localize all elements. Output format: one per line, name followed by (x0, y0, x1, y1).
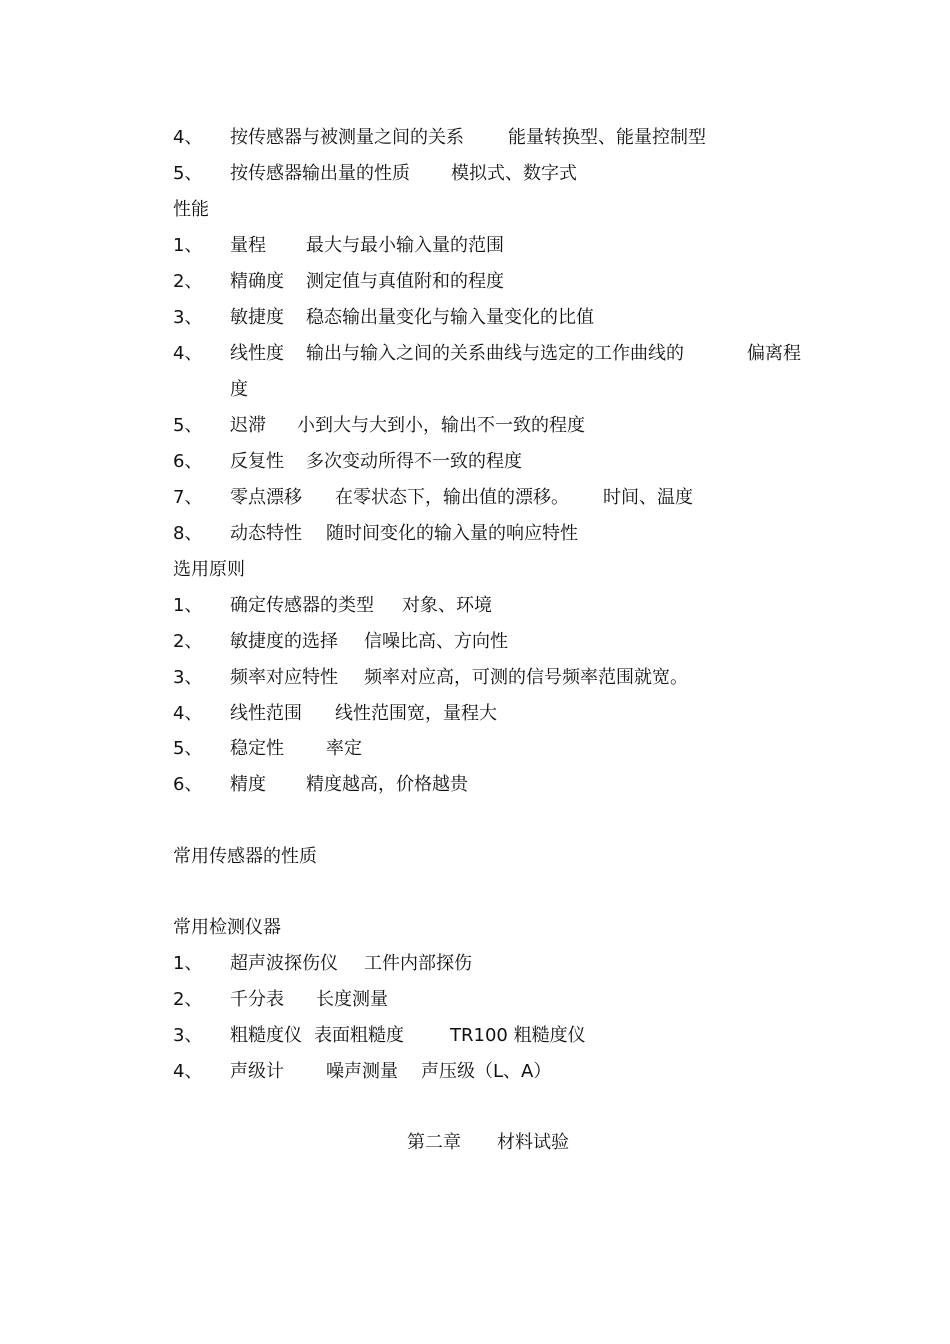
item-description: 稳态输出量变化与输入量变化的比值 (306, 307, 594, 328)
item-term: 确定传感器的类型 (230, 595, 374, 616)
item-description: 能量转换型、能量控制型 (508, 127, 706, 148)
item-description: 模拟式、数字式 (451, 163, 577, 184)
item-number: 3、 (173, 1025, 203, 1046)
item-term: 敏捷度 (230, 307, 284, 328)
item-description: 随时间变化的输入量的响应特性 (326, 523, 578, 544)
section-heading-performance: 性能 (173, 199, 209, 220)
item-term: 千分表 (230, 989, 284, 1010)
chapter-title: 材料试验 (497, 1132, 569, 1153)
item-term: 按传感器输出量的性质 (230, 163, 410, 184)
item-description: 在零状态下，输出值的漂移。 (335, 487, 569, 508)
item-term: 按传感器与被测量之间的关系 (230, 127, 464, 148)
item-number: 1、 (173, 595, 203, 616)
item-number: 1、 (173, 953, 203, 974)
item-term: 线性范围 (230, 703, 302, 724)
chapter-label: 第二章 (407, 1132, 461, 1153)
item-description: 率定 (326, 738, 362, 759)
item-continuation: 度 (230, 379, 248, 400)
item-number: 6、 (173, 774, 203, 795)
item-description: 频率对应高，可测的信号频率范围就宽。 (364, 667, 688, 688)
item-description: 精度越高，价格越贵 (306, 774, 468, 795)
item-number: 7、 (173, 487, 203, 508)
item-term: 迟滞 (230, 415, 266, 436)
item-number: 4、 (173, 703, 203, 724)
item-number: 4、 (173, 343, 203, 364)
item-description: 测定值与真值附和的程度 (306, 271, 504, 292)
item-number: 3、 (173, 667, 203, 688)
item-term: 动态特性 (230, 523, 302, 544)
item-number: 2、 (173, 271, 203, 292)
item-description: 表面粗糙度 (314, 1025, 404, 1046)
item-description-extra: 偏离程 (747, 343, 801, 364)
item-number: 1、 (173, 235, 203, 256)
item-term: 频率对应特性 (230, 667, 338, 688)
item-number: 2、 (173, 989, 203, 1010)
item-description: 工件内部探伤 (364, 953, 472, 974)
item-number: 2、 (173, 631, 203, 652)
item-description: 小到大与大到小，输出不一致的程度 (297, 415, 585, 436)
item-term: 线性度 (230, 343, 284, 364)
section-heading-common-sensors: 常用传感器的性质 (173, 846, 317, 867)
item-description: 信噪比高、方向性 (364, 631, 508, 652)
item-term: 量程 (230, 235, 266, 256)
item-term: 超声波探伤仪 (230, 953, 338, 974)
item-number: 5、 (173, 738, 203, 759)
section-heading-selection: 选用原则 (173, 559, 245, 580)
item-description-extra: 声压级（L、A） (421, 1061, 552, 1082)
item-term: 反复性 (230, 451, 284, 472)
item-term: 粗糙度仪 (230, 1025, 302, 1046)
item-description-extra: 时间、温度 (603, 487, 693, 508)
item-term: 零点漂移 (230, 487, 302, 508)
item-description: 多次变动所得不一致的程度 (306, 451, 522, 472)
item-number: 5、 (173, 163, 203, 184)
item-number: 6、 (173, 451, 203, 472)
item-description: 噪声测量 (326, 1061, 398, 1082)
item-term: 声级计 (230, 1061, 284, 1082)
item-description: 线性范围宽，量程大 (335, 703, 497, 724)
item-number: 3、 (173, 307, 203, 328)
item-description: 最大与最小输入量的范围 (306, 235, 504, 256)
item-description-extra: TR100 粗糙度仪 (450, 1025, 586, 1046)
item-number: 4、 (173, 127, 203, 148)
item-description: 对象、环境 (402, 595, 492, 616)
item-number: 4、 (173, 1061, 203, 1082)
item-description: 输出与输入之间的关系曲线与选定的工作曲线的 (306, 343, 684, 364)
section-heading-instruments: 常用检测仪器 (173, 917, 281, 938)
item-term: 敏捷度的选择 (230, 631, 338, 652)
item-term: 精确度 (230, 271, 284, 292)
item-description: 长度测量 (316, 989, 388, 1010)
item-number: 5、 (173, 415, 203, 436)
item-term: 稳定性 (230, 738, 284, 759)
item-number: 8、 (173, 523, 203, 544)
item-term: 精度 (230, 774, 266, 795)
